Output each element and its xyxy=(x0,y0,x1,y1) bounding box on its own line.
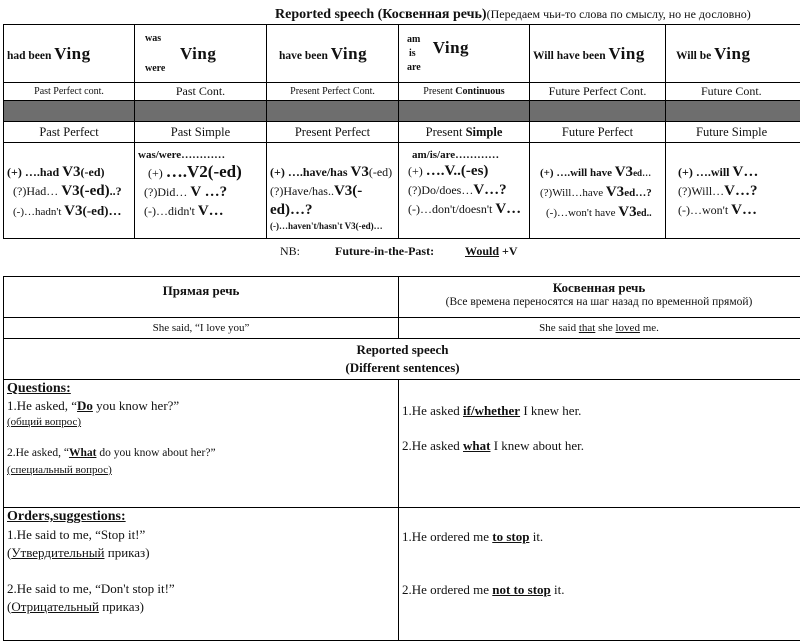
question-type-special: (специальный вопрос) xyxy=(7,462,395,479)
key-word: to stop xyxy=(492,529,529,544)
reported-question-2 xyxy=(402,437,800,454)
key-word: not to stop xyxy=(492,582,551,597)
forms-cell-present-simple xyxy=(399,143,530,239)
form-verb: V… xyxy=(733,164,759,180)
tense-name-bold: Continuous xyxy=(455,86,504,97)
form-suffix: ..? xyxy=(110,184,122,198)
form-suffix: (-ed) xyxy=(81,165,105,179)
forms-cell-past-simple xyxy=(135,143,267,239)
questions-row xyxy=(4,380,800,508)
order-type-underlined: Отрицательный xyxy=(11,599,99,614)
form-prefix: (?)Had… xyxy=(13,184,61,198)
example-text: 1.He asked xyxy=(402,403,463,418)
example-text: it. xyxy=(551,582,565,597)
aux-were: were xyxy=(145,61,263,76)
form-verb: ….V..(-es) xyxy=(426,163,489,179)
reported-header-row xyxy=(4,339,800,380)
structure-verb: Ving xyxy=(331,44,367,63)
simple-name-row xyxy=(4,122,800,143)
questions-label: Questions: xyxy=(7,380,395,397)
negative-form xyxy=(678,201,800,220)
form-verb: V3 xyxy=(618,204,636,220)
speech-table xyxy=(3,276,800,641)
example-text: I knew her. xyxy=(520,403,581,418)
form-prefix: (?)Will… xyxy=(678,184,724,198)
structure-cell-past-cont xyxy=(135,25,267,83)
example-underlined: that xyxy=(579,322,596,334)
order-type-affirmative: (Утвердительный приказ) xyxy=(7,544,395,562)
example-underlined: loved xyxy=(616,322,640,334)
tense-name: Present Perfect xyxy=(267,122,399,143)
example-text: me. xyxy=(640,322,659,334)
question-form xyxy=(138,183,263,202)
form-verb: V3 xyxy=(351,164,369,180)
form-verb: V3(-ed) xyxy=(61,183,109,199)
structure-verb: Ving xyxy=(145,46,263,61)
form-verb: V3 xyxy=(64,203,82,219)
example-text: it. xyxy=(529,529,543,544)
grey-cell xyxy=(399,101,530,122)
tense-name: Future Cont. xyxy=(666,83,800,101)
form-verb: V…? xyxy=(473,182,506,198)
form-suffix: ed…? xyxy=(624,187,652,199)
grey-cell xyxy=(530,101,666,122)
orders-direct-cell xyxy=(4,508,399,641)
form-prefix: (+) ….will have xyxy=(540,167,615,179)
form-prefix: (+) ….have/has xyxy=(270,165,351,179)
tense-name xyxy=(399,83,530,101)
negative-form xyxy=(540,203,662,223)
reported-order-2 xyxy=(402,581,800,599)
example-text: you know her?” xyxy=(93,398,179,413)
continuous-name-row xyxy=(4,83,800,101)
direct-speech-header xyxy=(4,277,399,318)
structure-cell-present-perfect-cont xyxy=(267,25,399,83)
reported-header-line1: Reported speech xyxy=(4,341,800,359)
direct-example: She said, “I love you” xyxy=(4,318,399,339)
example-text: She said xyxy=(539,322,579,334)
questions-indirect-cell xyxy=(399,380,800,508)
question-form xyxy=(678,182,800,201)
form-prefix: (+) ….will xyxy=(678,165,733,179)
structure-prefix: Will have been xyxy=(533,50,609,62)
forms-header: am/is/are………… xyxy=(402,148,526,162)
tense-name-plain: Present xyxy=(426,125,466,139)
positive-form xyxy=(138,162,263,183)
structure-cell-past-perfect-cont xyxy=(4,25,135,83)
nb-note xyxy=(280,244,518,259)
negative-form xyxy=(402,200,526,219)
form-prefix: (-)…hadn't xyxy=(13,206,64,218)
title-main: Reported speech (Косвенная речь) xyxy=(275,7,487,22)
nb-would: Would xyxy=(465,244,499,258)
example-text: 1.He ordered me xyxy=(402,529,492,544)
structure-row xyxy=(4,25,800,83)
form-prefix: (+) xyxy=(408,164,426,178)
form-verb: V3 xyxy=(615,164,633,180)
indirect-speech-header xyxy=(399,277,800,318)
tense-name: Present Perfect Cont. xyxy=(267,83,399,101)
question-form xyxy=(7,182,131,201)
key-word: what xyxy=(463,438,490,453)
direct-header-text: Прямая речь xyxy=(7,280,395,299)
nb-rule-rest: +V xyxy=(499,244,518,258)
form-prefix: (-)…won't xyxy=(678,203,731,217)
negative-form xyxy=(270,220,395,231)
separator-row xyxy=(4,101,800,122)
structure-prefix: Will be xyxy=(676,50,714,62)
structure-cell-future-perfect-cont xyxy=(530,25,666,83)
aux-is: is xyxy=(407,47,421,61)
page-title xyxy=(275,7,751,23)
aux-am: am xyxy=(407,33,421,47)
tenses-table xyxy=(3,24,800,239)
example-text: 1.He asked, “ xyxy=(7,398,77,413)
forms-row xyxy=(4,143,800,239)
questions-direct-cell xyxy=(4,380,399,508)
structure-prefix: have been xyxy=(279,50,331,62)
aux-was: was xyxy=(145,31,263,46)
form-suffix: (-ed)… xyxy=(83,203,122,218)
forms-header: was/were………… xyxy=(138,148,263,162)
grey-cell xyxy=(267,101,399,122)
positive-form xyxy=(540,163,662,183)
form-prefix: (?)Do/does… xyxy=(408,183,473,197)
positive-form xyxy=(402,162,526,181)
reported-speech-header xyxy=(4,339,800,380)
order-type-underlined: Утвердительный xyxy=(11,545,104,560)
forms-cell-past-perfect xyxy=(4,143,135,239)
positive-form xyxy=(270,163,395,182)
form-verb: V3(-ed)…? xyxy=(270,183,362,218)
example-text: she xyxy=(595,322,615,334)
example-text: do you know about her?” xyxy=(96,447,215,459)
form-verb: ….V2(-ed) xyxy=(166,162,242,181)
form-prefix: (?)Did… xyxy=(144,185,190,199)
indirect-header-text: Косвенная речь xyxy=(399,280,799,296)
form-prefix: (-)…don't/doesn't xyxy=(408,202,495,216)
example-text: 2.He asked xyxy=(402,438,463,453)
aux-are: are xyxy=(407,61,421,75)
form-suffix: ed.. xyxy=(637,208,652,219)
key-word: Do xyxy=(77,398,93,413)
reported-header-line2: (Different sentences) xyxy=(4,359,800,377)
order-type-negative: (Отрицательный приказ) xyxy=(7,598,395,616)
order-type-rest: приказ xyxy=(99,599,140,614)
orders-indirect-cell xyxy=(399,508,800,641)
example-text: 2.He ordered me xyxy=(402,582,492,597)
form-verb: V3 xyxy=(606,184,624,200)
indirect-example xyxy=(399,318,800,339)
structure-verb: Ving xyxy=(54,44,90,63)
form-prefix: (-)…didn't xyxy=(144,204,198,218)
structure-cell-future-cont xyxy=(666,25,800,83)
structure-verb: Ving xyxy=(433,38,469,58)
form-prefix: (+) ….had xyxy=(7,165,62,179)
example-row xyxy=(4,318,800,339)
tense-name-plain: Present xyxy=(423,86,455,97)
tense-name xyxy=(399,122,530,143)
question-form xyxy=(402,181,526,200)
positive-form xyxy=(7,163,131,182)
positive-form xyxy=(678,163,800,182)
form-prefix: (-)…haven't/hasn't V3(-ed)… xyxy=(270,221,383,231)
question-example-2 xyxy=(7,445,395,462)
orders-label: Orders,suggestions: xyxy=(7,508,395,526)
nb-label: NB: xyxy=(280,244,335,259)
nb-term: Future-in-the-Past: xyxy=(335,244,465,259)
tense-name: Future Simple xyxy=(666,122,800,143)
structure-verb: Ving xyxy=(609,44,645,63)
form-verb: V… xyxy=(495,201,521,217)
forms-cell-future-simple xyxy=(666,143,800,239)
form-suffix: ed… xyxy=(633,168,651,178)
negative-form xyxy=(7,201,131,222)
indirect-header-note: (Все времена переносятся на шаг назад по временной прямой) xyxy=(399,296,799,308)
form-verb: V…? xyxy=(724,183,757,199)
example-text: 2.He asked, “ xyxy=(7,447,69,459)
order-example-2: 2.He said to me, “Don't stop it!” xyxy=(7,580,395,598)
tense-name: Future Perfect xyxy=(530,122,666,143)
form-prefix: (?)Have/has.. xyxy=(270,184,334,198)
form-verb: V …? xyxy=(190,184,227,200)
grey-cell xyxy=(135,101,267,122)
tense-name: Past Perfect xyxy=(4,122,135,143)
structure-cell-present-cont xyxy=(399,25,530,83)
form-verb: V3 xyxy=(62,164,80,180)
key-word: if/whether xyxy=(463,403,520,418)
structure-verb: Ving xyxy=(714,44,750,63)
tense-name: Past Simple xyxy=(135,122,267,143)
forms-cell-present-perfect xyxy=(267,143,399,239)
structure-prefix: had been xyxy=(7,50,54,62)
forms-cell-future-perfect xyxy=(530,143,666,239)
question-type-general: (общий вопрос) xyxy=(7,414,395,431)
speech-header-row xyxy=(4,277,800,318)
form-verb: V… xyxy=(198,203,224,219)
example-text: I knew about her. xyxy=(490,438,584,453)
question-example-1 xyxy=(7,397,395,414)
form-prefix: (+) xyxy=(148,166,166,180)
negative-form xyxy=(138,202,263,221)
order-type-rest: приказ xyxy=(104,545,145,560)
title-subtitle: (Передаем чьи-то слова по смыслу, но не дословно) xyxy=(487,7,751,21)
orders-row xyxy=(4,508,800,641)
tense-name-bold: Simple xyxy=(466,125,503,139)
reported-order-1 xyxy=(402,528,800,546)
form-verb: V… xyxy=(731,202,757,218)
key-word: What xyxy=(69,447,96,459)
reported-question-1 xyxy=(402,402,800,419)
order-example-1: 1.He said to me, “Stop it!” xyxy=(7,526,395,544)
question-form xyxy=(270,182,395,220)
question-form xyxy=(540,183,662,203)
form-prefix: (-)…won't have xyxy=(546,207,618,219)
tense-name: Past Perfect cont. xyxy=(4,83,135,101)
form-prefix: (?)Will…have xyxy=(540,187,606,199)
grey-cell xyxy=(4,101,135,122)
tense-name: Past Cont. xyxy=(135,83,267,101)
grey-cell xyxy=(666,101,800,122)
tense-name: Future Perfect Cont. xyxy=(530,83,666,101)
form-suffix: (-ed) xyxy=(369,165,392,179)
